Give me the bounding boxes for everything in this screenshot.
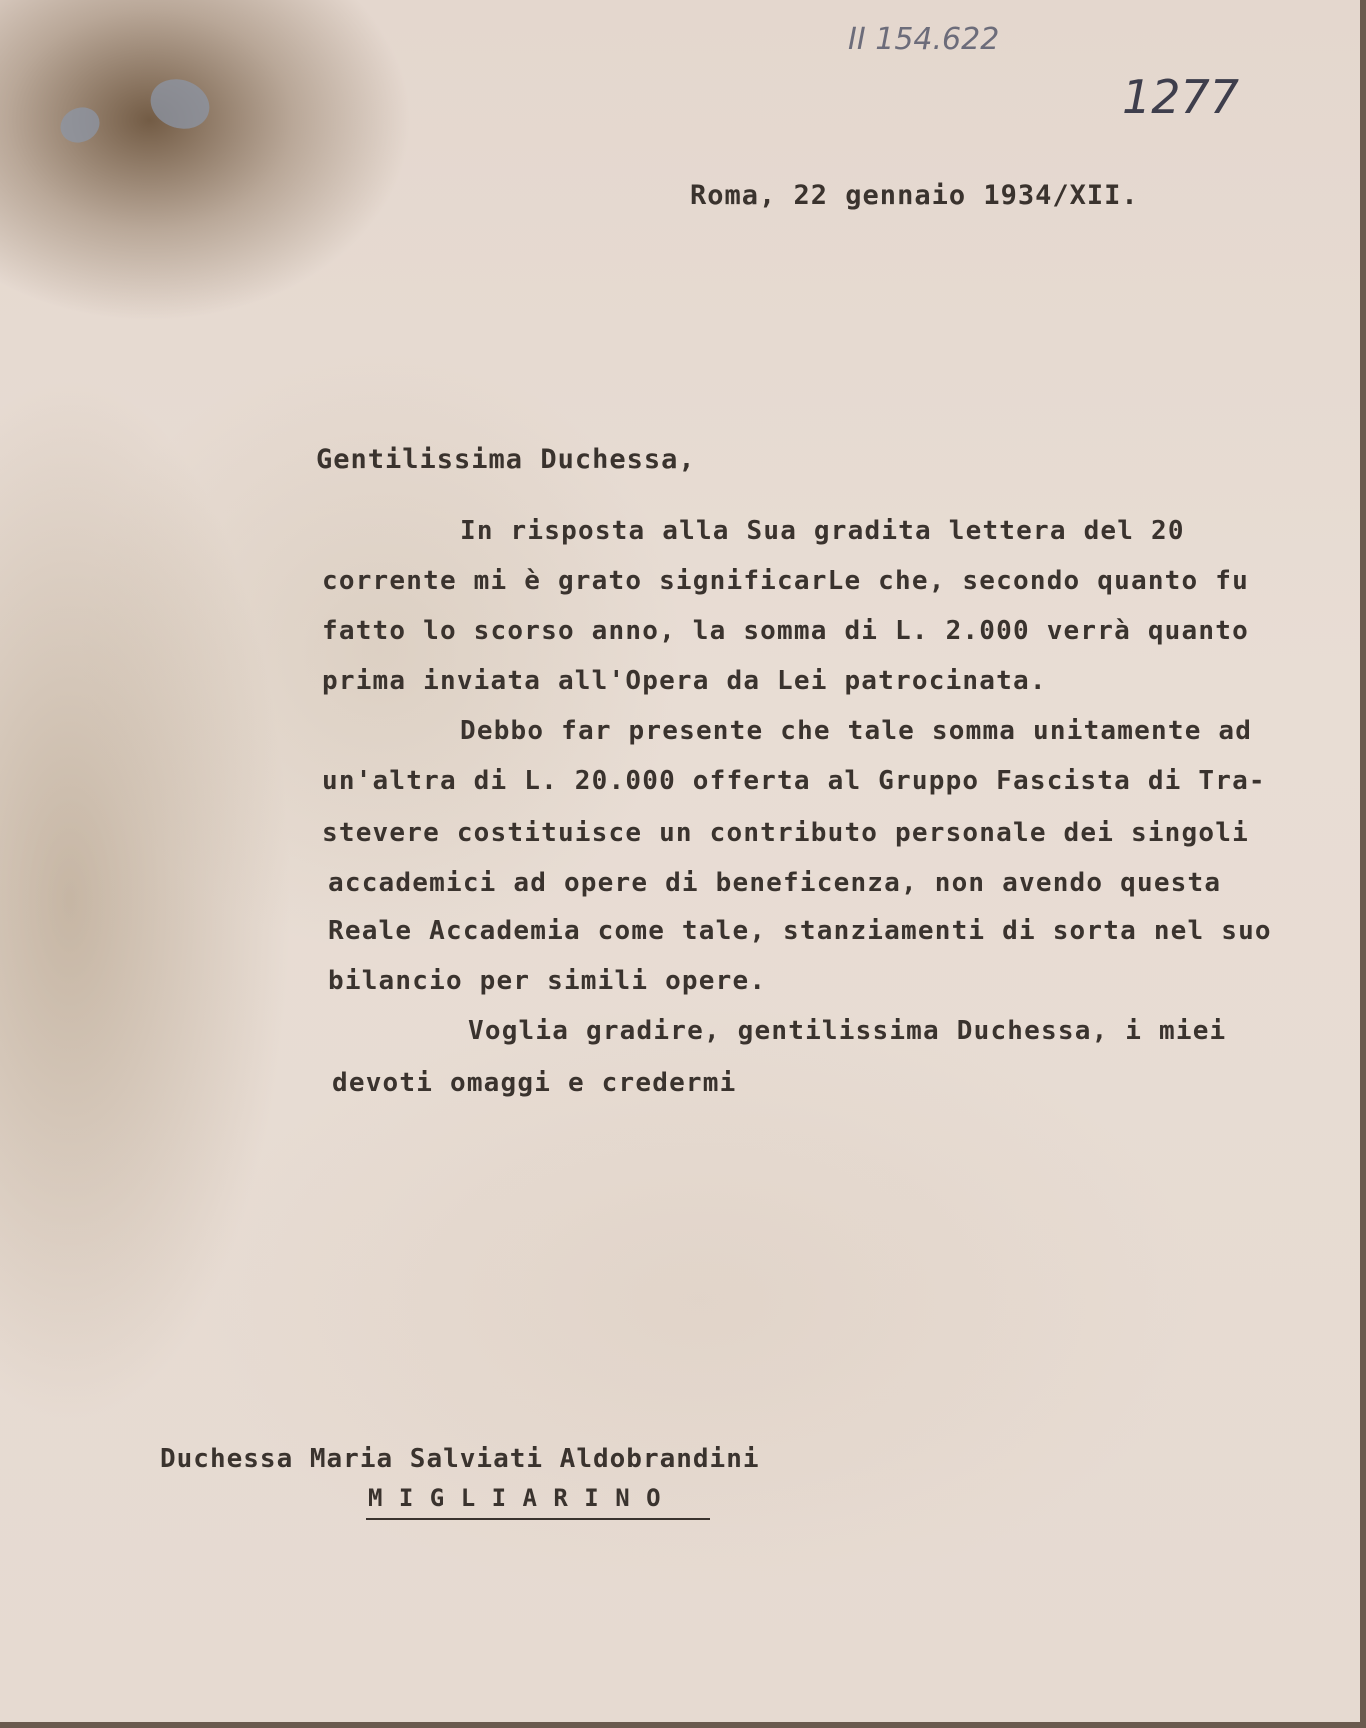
- letter-line: prima inviata all'Opera da Lei patrocinata.: [322, 666, 1047, 696]
- recipient-name: Duchessa Maria Salviati Aldobrandini: [160, 1444, 760, 1474]
- stain-mark: [55, 101, 106, 149]
- salutation: Gentilissima Duchessa,: [316, 444, 696, 475]
- letter-line: devoti omaggi e credermi: [332, 1068, 737, 1098]
- letter-line: stevere costituisce un contributo personale dei singoli: [322, 818, 1249, 848]
- letter-line: In risposta alla Sua gradita lettera del 20: [460, 516, 1185, 546]
- recipient-place-underline: [366, 1518, 710, 1520]
- recipient-place: M I G L I A R I N O: [368, 1484, 662, 1512]
- letter-line: Reale Accademia come tale, stanziamenti di sorta nel suo: [328, 916, 1272, 946]
- letter-line: fatto lo scorso anno, la somma di L. 2.000 verrà quanto: [322, 616, 1249, 646]
- letter-line: corrente mi è grato significarLe che, secondo quanto fu: [322, 566, 1249, 596]
- archive-number-top: II 154.622: [848, 22, 1000, 57]
- letter-line: Debbo far presente che tale somma unitamente ad: [460, 716, 1253, 746]
- place-date: Roma, 22 gennaio 1934/XII.: [690, 180, 1139, 211]
- letter-line: bilancio per simili opere.: [328, 966, 767, 996]
- letter-line: un'altra di L. 20.000 offerta al Gruppo Fascista di Tra-: [322, 766, 1266, 796]
- letter-line: accademici ad opere di beneficenza, non avendo questa: [328, 868, 1222, 898]
- archive-number-right: 1277: [1122, 70, 1240, 124]
- letter-line: Voglia gradire, gentilissima Duchessa, i miei: [468, 1016, 1227, 1046]
- stain-mark: [144, 71, 217, 137]
